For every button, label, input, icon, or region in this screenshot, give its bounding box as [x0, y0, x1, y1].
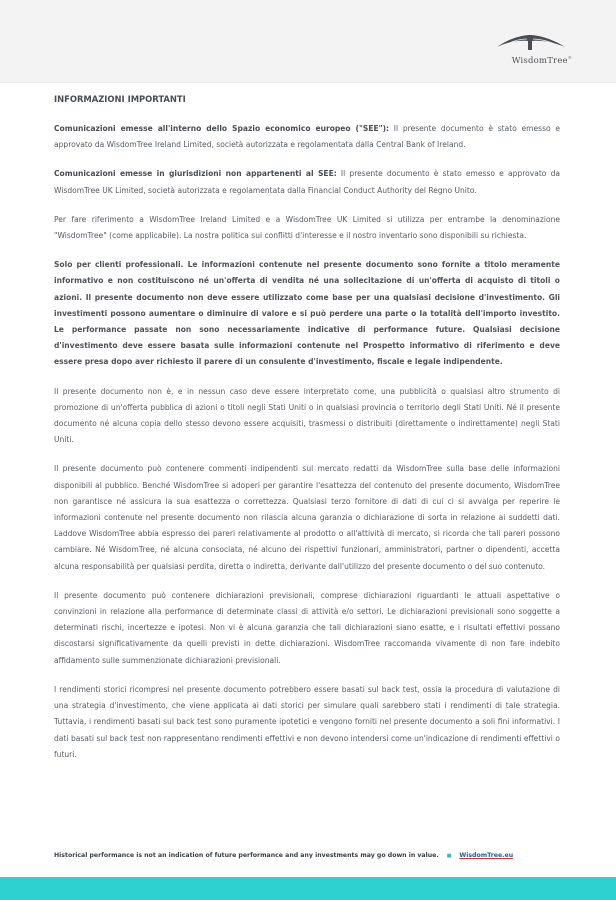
footer-accent-band: [0, 877, 616, 900]
footer-disclaimer-text: Historical performance is not an indication of future performance and any investments may go down in value.: [54, 852, 439, 859]
paragraph-back-test: I rendimenti storici ricompresi nel presente documento potrebbero essere basati sul back test, ossia la procedura di valutazione di una strategia d'investimento, che viene applicata ai dati storici per simulare quali sarebbero stati i rendimenti di tale strategia. Tuttavia, i rendimenti basati sul back test sono puramente ipotetici e vengono forniti nel presente documento a soli fini informativi. I dati basati sul back test non rappresentano rendimenti effettivi e non devono intendersi come un'indicazione di rendimenti effettivi o futuri.: [54, 684, 560, 759]
document-body: [54, 93, 560, 776]
footer-disclaimer: [54, 852, 560, 859]
section-lead: Comunicazioni emesse in giurisdizioni non appartenenti al SEE:: [54, 169, 337, 179]
paragraph-market-commentary: Il presente documento può contenere commenti indipendenti sul mercato redatti da WisdomTree sulla base delle informazioni disponibili al pubblico. Benché WisdomTree si adoperi per garantire l'esattezza del contenuto del presente documento, WisdomTree non garantisce né assicura la sua esattezza o correttezza. Qualsiasi terzo fornitore di dati di cui ci si avvalga per reperire le informazioni contenute nel presente documento non rilascia alcuna garanzia o dichiarazione di sorta in relazione ai suddetti dati. Laddove WisdomTree abbia espresso dei pareri relativamente al prodotto o all'attività di mercato, si ricorda che tali pareri possono cambiare. Né WisdomTree, né alcuna consociata, né alcuno dei rispettivi funzionari, amministratori, partner o dipendenti, accetta alcuna responsabilità per qualsiasi perdita, diretta o indiretta, derivante dall'utilizzo del presente documento o del suo contenuto.: [54, 464, 560, 571]
tree-icon: [491, 33, 569, 53]
paragraph-forward-looking: Il presente documento può contenere dichiarazioni previsionali, comprese dichiarazioni riguardanti le attuali aspettative o convinzioni in relazione alla performance di determinate classi di attività e/o settori. Le dichiarazioni previsionali sono soggette a determinati rischi, incertezze e ipotesi. Non vi è alcuna garanzia che tali dichiarazioni siano esatte, e i risultati effettivi possano discostarsi significativamente da quelli previsti in dette dichiarazioni. WisdomTree raccomanda vivamente di non fare indebito affidamento sulle summenzionate dichiarazioni previsionali.: [54, 590, 560, 665]
section-non-see: Comunicazioni emesse in giurisdizioni non appartenenti al SEE: Il presente documento è stato emesso e approvato da WisdomTree UK Limited, società autorizzata e regolamentata dalla Financial Conduct Authority del Regno Unito.: [54, 169, 561, 195]
paragraph-professional-clients: Solo per clienti professionali. Le informazioni contenute nel presente documento sono fornite a titolo meramente informativo e non costituiscono né un'offerta di vendita né una sollecitazione di un'offerta di acquisto di titoli o azioni. Il presente documento non deve essere utilizzato come base per una qualsiasi decisione d'investimento. Gli investimenti possono aumentare o diminuire di valore e si può perdere una parte o la totalità dell'importo investito. Le performance passate non sono necessariamente indicative di performance future. Qualsiasi decisione d'investimento deve essere basata sulle informazioni contenute nel Prospetto informativo di riferimento e deve essere presa dopo aver richiesto il parere di un consulente d'investimento, fiscale e legale indipendente.: [54, 260, 560, 367]
logo-wordmark: WisdomTree®: [511, 55, 572, 66]
section-lead: Comunicazioni emesse all'interno dello Spazio economico europeo ("SEE"):: [54, 124, 390, 133]
wisdomtree-logo: [488, 33, 572, 71]
page-title: INFORMAZIONI IMPORTANTI: [54, 94, 186, 104]
page-header: [0, 0, 616, 83]
paragraph-denomination: Per fare riferimento a WisdomTree Ireland Limited e a WisdomTree UK Limited si utilizza per entrambe la denominazione "WisdomTree" (come applicabile). La nostra politica sui conflitti d'interesse e il nostro inventario sono disponibili su richiesta.: [54, 214, 560, 241]
footer-separator: ■: [446, 853, 452, 859]
website-link[interactable]: WisdomTree.eu: [459, 852, 514, 859]
section-see: Comunicazioni emesse all'interno dello Spazio economico europeo ("SEE"): Il presente documento è stato emesso e approvato da WisdomTree Ireland Limited, società autorizzata e regolamentata dalla Central Bank of Ireland.: [54, 124, 560, 150]
paragraph-us-restriction: Il presente documento non è, e in nessun caso deve essere interpretato come, una pubblicità o qualsiasi altro strumento di promozione di un'offerta pubblica di azioni o titoli negli Stati Uniti o in qualsiasi provincia o territorio degli Stati Uniti. Né il presente documento né alcuna copia dello stesso devono essere acquisiti, trasmessi o distribuiti (direttamente o indirettamente) negli Stati Uniti.: [54, 386, 560, 445]
